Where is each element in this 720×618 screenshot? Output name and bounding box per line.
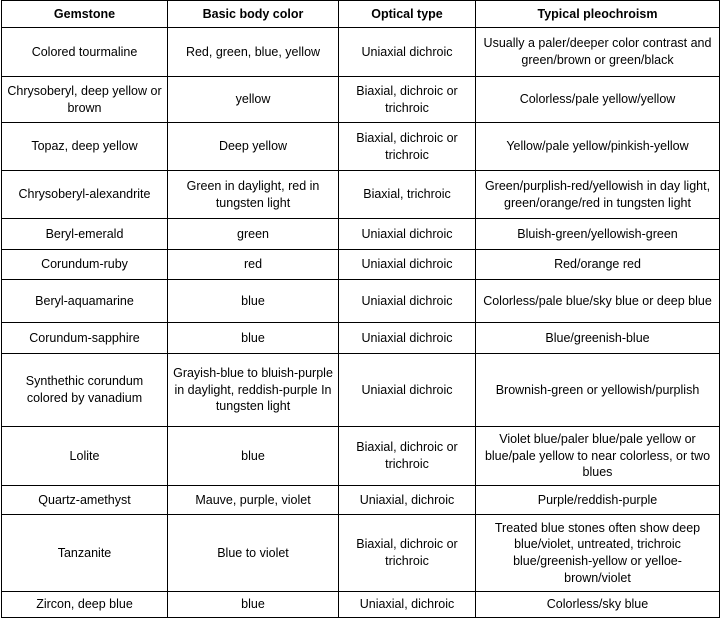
pleochroism-cell: Red/orange red (476, 250, 720, 280)
pleochroism-cell: Purple/reddish-purple (476, 486, 720, 515)
pleochroism-cell: Treated blue stones often show deep blue/violet, untreated, trichroic blue/greenish-yellow or yelloe-brown/violet (476, 515, 720, 592)
gemstone-cell: Beryl-emerald (2, 219, 168, 250)
gemstone-cell: Zircon, deep blue (2, 592, 168, 618)
optical-type-cell: Uniaxial dichroic (339, 28, 476, 77)
body-color-cell: Green in daylight, red in tungsten light (168, 171, 339, 219)
gemstone-cell: Topaz, deep yellow (2, 123, 168, 171)
table-row (2, 28, 720, 77)
optical-type-cell: Biaxial, dichroic or trichroic (339, 77, 476, 123)
pleochroism-cell: Colorless/pale blue/sky blue or deep blue (476, 280, 720, 323)
header-optical-type: Optical type (339, 1, 476, 28)
body-color-cell: blue (168, 280, 339, 323)
optical-type-cell: Uniaxial dichroic (339, 280, 476, 323)
table-row (2, 280, 720, 323)
gemstone-pleochroism-table (1, 0, 720, 618)
header-basic-body-color: Basic body color (168, 1, 339, 28)
table-row (2, 515, 720, 592)
body-color-cell: Deep yellow (168, 123, 339, 171)
table-row (2, 219, 720, 250)
gemstone-cell: Lolite (2, 427, 168, 486)
pleochroism-cell: Brownish-green or yellowish/purplish (476, 354, 720, 427)
optical-type-cell: Uniaxial dichroic (339, 219, 476, 250)
table-row (2, 354, 720, 427)
gemstone-cell: Colored tourmaline (2, 28, 168, 77)
body-color-cell: blue (168, 592, 339, 618)
gemstone-cell: Corundum-ruby (2, 250, 168, 280)
optical-type-cell: Uniaxial dichroic (339, 323, 476, 354)
body-color-cell: Mauve, purple, violet (168, 486, 339, 515)
optical-type-cell: Biaxial, dichroic or trichroic (339, 123, 476, 171)
header-typical-pleochroism: Typical pleochroism (476, 1, 720, 28)
pleochroism-cell: Green/purplish-red/yellowish in day light, green/orange/red in tungsten light (476, 171, 720, 219)
gemstone-cell: Synthethic corundum colored by vanadium (2, 354, 168, 427)
pleochroism-cell: Blue/greenish-blue (476, 323, 720, 354)
pleochroism-cell: Yellow/pale yellow/pinkish-yellow (476, 123, 720, 171)
gemstone-cell: Corundum-sapphire (2, 323, 168, 354)
optical-type-cell: Uniaxial dichroic (339, 250, 476, 280)
table-row (2, 427, 720, 486)
table-row (2, 250, 720, 280)
optical-type-cell: Uniaxial, dichroic (339, 592, 476, 618)
pleochroism-cell: Violet blue/paler blue/pale yellow or blue/pale yellow to near colorless, or two blues (476, 427, 720, 486)
gemstone-cell: Chrysoberyl-alexandrite (2, 171, 168, 219)
pleochroism-cell: Colorless/sky blue (476, 592, 720, 618)
table-row (2, 77, 720, 123)
table-row (2, 486, 720, 515)
optical-type-cell: Biaxial, dichroic or trichroic (339, 427, 476, 486)
optical-type-cell: Biaxial, dichroic or trichroic (339, 515, 476, 592)
body-color-cell: Blue to violet (168, 515, 339, 592)
table-row (2, 592, 720, 618)
body-color-cell: red (168, 250, 339, 280)
body-color-cell: blue (168, 427, 339, 486)
gemstone-cell: Tanzanite (2, 515, 168, 592)
header-row (2, 1, 720, 28)
pleochroism-cell: Bluish-green/yellowish-green (476, 219, 720, 250)
pleochroism-cell: Usually a paler/deeper color contrast and green/brown or green/black (476, 28, 720, 77)
body-color-cell: blue (168, 323, 339, 354)
optical-type-cell: Uniaxial, dichroic (339, 486, 476, 515)
optical-type-cell: Uniaxial dichroic (339, 354, 476, 427)
table-row (2, 323, 720, 354)
gemstone-cell: Beryl-aquamarine (2, 280, 168, 323)
gemstone-cell: Chrysoberyl, deep yellow or brown (2, 77, 168, 123)
table-row (2, 123, 720, 171)
body-color-cell: Grayish-blue to bluish-purple in daylight, reddish-purple In tungsten light (168, 354, 339, 427)
pleochroism-cell: Colorless/pale yellow/yellow (476, 77, 720, 123)
gemstone-cell: Quartz-amethyst (2, 486, 168, 515)
table-row (2, 171, 720, 219)
header-gemstone: Gemstone (2, 1, 168, 28)
body-color-cell: yellow (168, 77, 339, 123)
optical-type-cell: Biaxial, trichroic (339, 171, 476, 219)
body-color-cell: green (168, 219, 339, 250)
body-color-cell: Red, green, blue, yellow (168, 28, 339, 77)
